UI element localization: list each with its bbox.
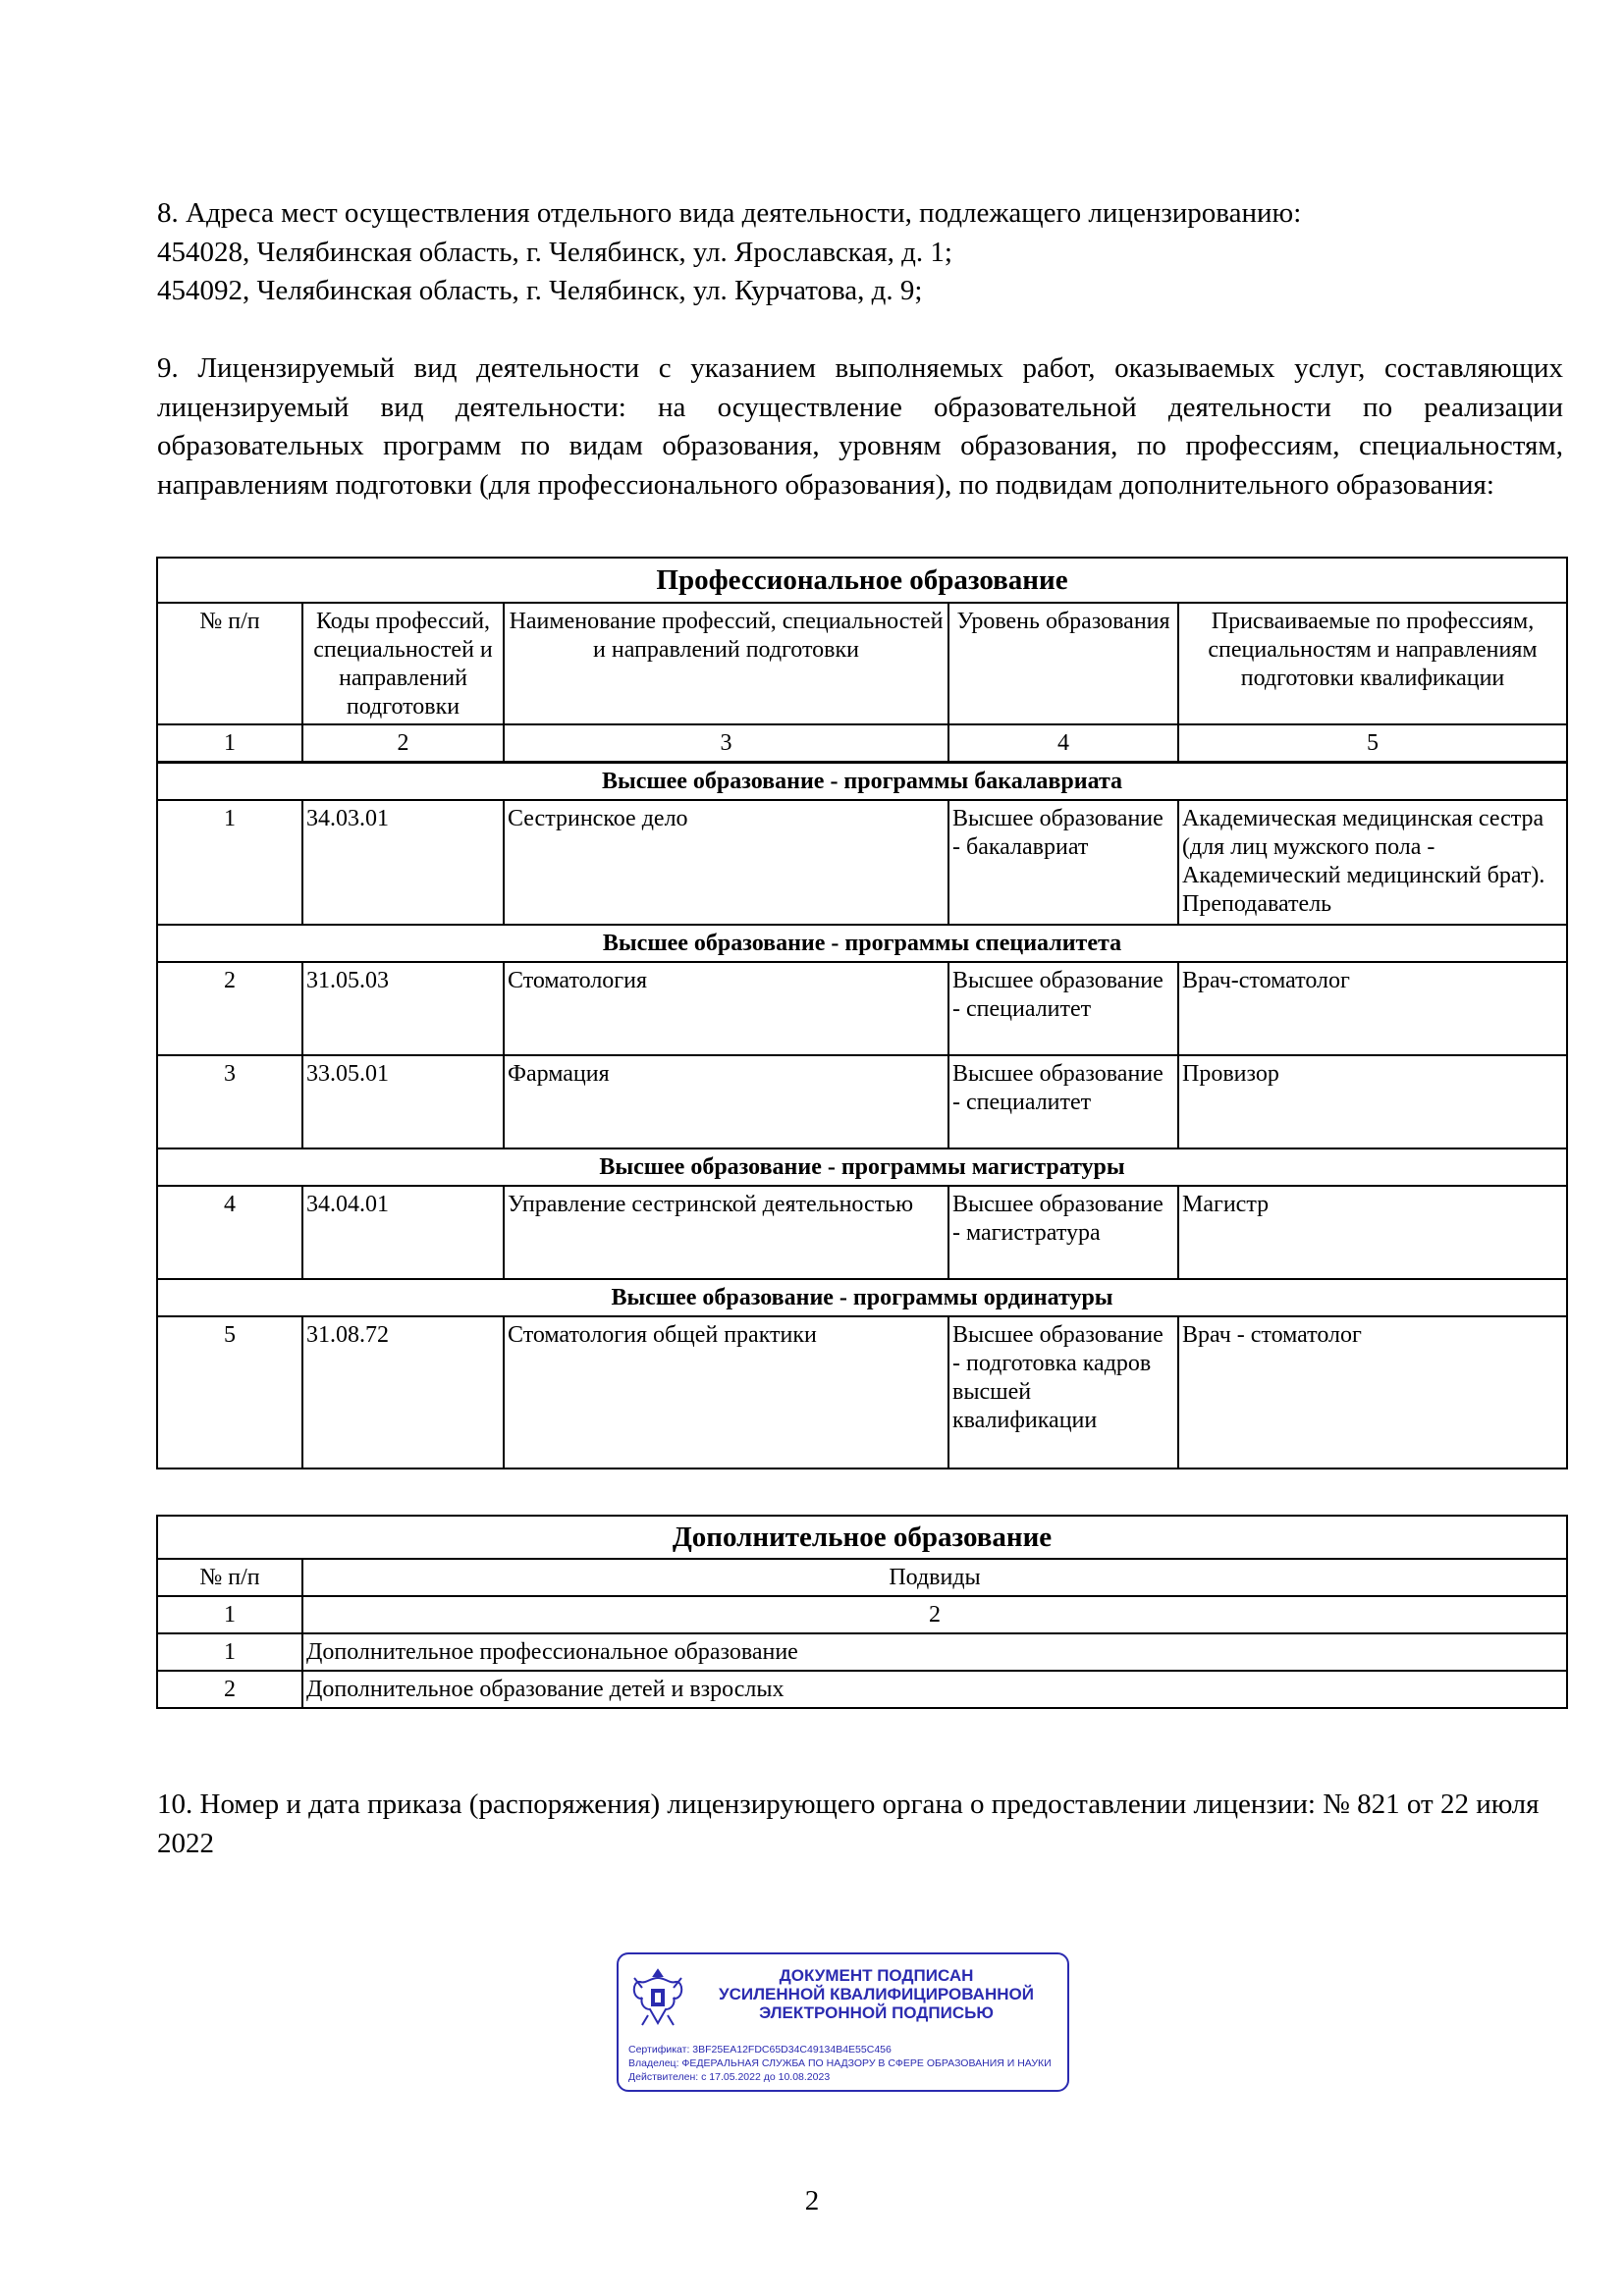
column-number: 4 [948, 724, 1178, 763]
row-number: 4 [157, 1186, 302, 1279]
section-9 [157, 349, 1563, 505]
certificate-owner: Владелец: ФЕДЕРАЛЬНАЯ СЛУЖБА ПО НАДЗОРУ В СФЕРЕ ОБРАЗОВАНИЯ И НАУКИ [628, 2057, 1052, 2069]
row-number: 2 [157, 962, 302, 1055]
subtype-name: Дополнительное профессиональное образование [302, 1633, 1567, 1671]
certificate-validity: Действителен: с 17.05.2022 до 10.08.2023 [628, 2071, 831, 2083]
column-header: Подвиды [302, 1559, 1567, 1596]
column-header: № п/п [157, 1559, 302, 1596]
professional-education-table [156, 557, 1568, 1469]
electronic-signature-stamp [617, 1952, 1069, 2092]
program-name: Фармация [504, 1055, 948, 1148]
column-number: 3 [504, 724, 948, 763]
table-row [157, 1633, 1567, 1671]
qualification: Врач-стоматолог [1178, 962, 1567, 1055]
page-number: 2 [804, 2185, 820, 2216]
program-code: 33.05.01 [302, 1055, 504, 1148]
qualification: Магистр [1178, 1186, 1567, 1279]
qualification: Провизор [1178, 1055, 1567, 1148]
address-line: 454092, Челябинская область, г. Челябинск, ул. Курчатова, д. 9; [157, 275, 923, 306]
section-9-text: 9. Лицензируемый вид деятельности с указанием выполняемых работ, оказываемых услуг, составляющих лицензируемый вид деятельности: на осуществление образовательной деятельности по реализации образовательных программ по видам образования, уровням образования, по профессиям, специальностям, направлениям подготовки (для профессионального образования), по подвидам дополнительного образования: [157, 352, 1563, 501]
column-number: 1 [157, 724, 302, 763]
program-code: 34.04.01 [302, 1186, 504, 1279]
column-number: 1 [157, 1596, 302, 1633]
section-title: Высшее образование - программы специалитета [157, 925, 1567, 962]
section-title: Высшее образование - программы ординатуры [157, 1279, 1567, 1316]
subtype-name: Дополнительное образование детей и взрослых [302, 1671, 1567, 1708]
column-header: № п/п [157, 603, 302, 724]
row-number: 2 [157, 1671, 302, 1708]
column-number: 2 [302, 1596, 1567, 1633]
table-title: Дополнительное образование [157, 1516, 1567, 1559]
table-row [157, 1186, 1567, 1279]
column-header: Присваиваемые по профессиям, специальностям и направлениям подготовки квалификации [1178, 603, 1567, 724]
table-title: Профессиональное образование [157, 558, 1567, 603]
program-code: 34.03.01 [302, 800, 504, 925]
row-number: 1 [157, 800, 302, 925]
table-row [157, 1055, 1567, 1148]
additional-education-table [156, 1515, 1568, 1709]
row-number: 3 [157, 1055, 302, 1148]
coat-of-arms-icon [628, 1964, 687, 2033]
table-row [157, 962, 1567, 1055]
section-10 [157, 1786, 1563, 1863]
column-header: Коды профессий, специальностей и направлений подготовки [302, 603, 504, 724]
table-row [157, 800, 1567, 925]
education-level: Высшее образование - подготовка кадров высшей квалификации [948, 1316, 1178, 1468]
table-row [157, 1316, 1567, 1468]
education-level: Высшее образование - специалитет [948, 1055, 1178, 1148]
section-8-heading: 8. Адреса мест осуществления отдельного вида деятельности, подлежащего лицензированию: [157, 197, 1302, 229]
stamp-title [687, 1966, 1065, 2022]
education-level: Высшее образование - бакалавриат [948, 800, 1178, 925]
column-number: 2 [302, 724, 504, 763]
table-row [157, 1671, 1567, 1708]
section-title: Высшее образование - программы бакалавриата [157, 763, 1567, 801]
column-header: Наименование профессий, специальностей и направлений подготовки [504, 603, 948, 724]
qualification: Академическая медицинская сестра (для лиц мужского пола - Академический медицинский брат). Преподаватель [1178, 800, 1567, 925]
program-name: Стоматология [504, 962, 948, 1055]
stamp-title-line: УСИЛЕННОЙ КВАЛИФИЦИРОВАННОЙ [719, 1985, 1034, 2003]
row-number: 1 [157, 1633, 302, 1671]
address-line: 454028, Челябинская область, г. Челябинск, ул. Ярославская, д. 1; [157, 236, 952, 268]
qualification: Врач - стоматолог [1178, 1316, 1567, 1468]
program-code: 31.08.72 [302, 1316, 504, 1468]
education-level: Высшее образование - специалитет [948, 962, 1178, 1055]
section-title: Высшее образование - программы магистратуры [157, 1148, 1567, 1186]
program-code: 31.05.03 [302, 962, 504, 1055]
education-level: Высшее образование - магистратура [948, 1186, 1178, 1279]
section-10-text: 10. Номер и дата приказа (распоряжения) лицензирующего органа о предоставлении лицензии: № 821 от 22 июля 2022 [157, 1789, 1540, 1859]
program-name: Управление сестринской деятельностью [504, 1186, 948, 1279]
certificate-number: Сертификат: 3BF25EA12FDC65D34C49134B4E55C456 [628, 2044, 892, 2056]
stamp-title-line: ДОКУМЕНТ ПОДПИСАН [779, 1966, 974, 1985]
stamp-title-line: ЭЛЕКТРОННОЙ ПОДПИСЬЮ [759, 2003, 994, 2022]
program-name: Сестринское дело [504, 800, 948, 925]
program-name: Стоматология общей практики [504, 1316, 948, 1468]
section-8 [157, 194, 1563, 311]
column-header: Уровень образования [948, 603, 1178, 724]
row-number: 5 [157, 1316, 302, 1468]
column-number: 5 [1178, 724, 1567, 763]
